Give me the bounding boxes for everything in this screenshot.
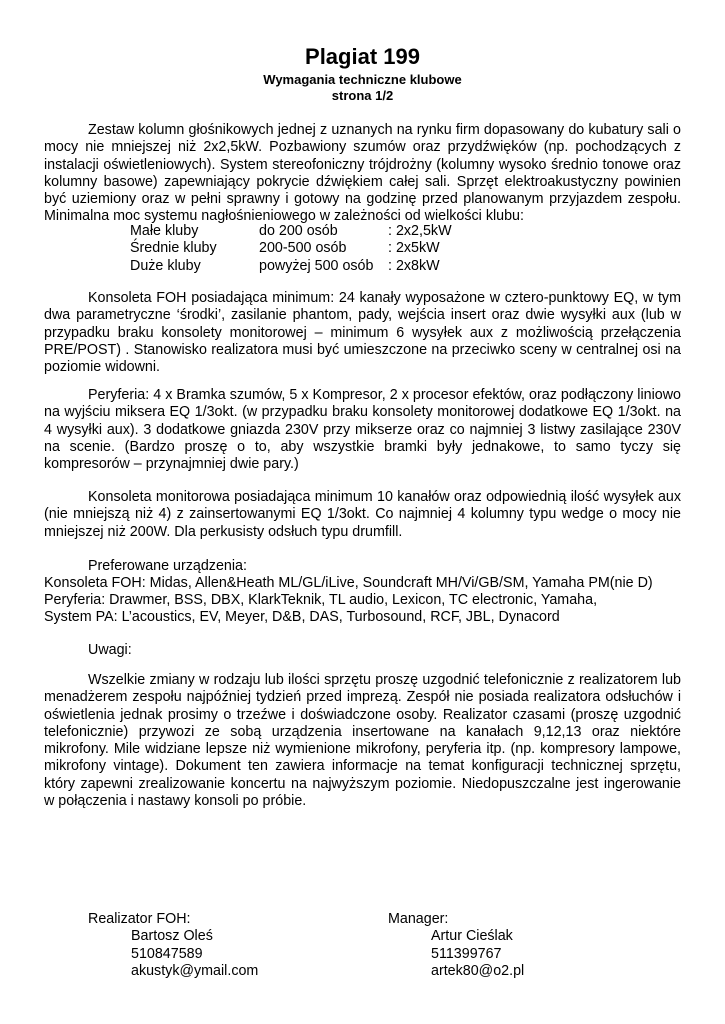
page-indicator: strona 1/2 (331, 88, 394, 103)
remarks-heading: Uwagi: (88, 642, 132, 658)
min-power: : 2x8kW (388, 257, 440, 274)
contact-phone: 510847589 (131, 945, 203, 962)
min-power: : 2x2,5kW (388, 223, 452, 239)
contact-name: Bartosz Oleś (131, 928, 213, 945)
pa-system-paragraph: Zestaw kolumn głośnikowych jednej z uznanych na rynku firm dopasowany do kubatury sali o mocy nie mniejszej niż 2x2,5kW. Pozbawiony szumów oraz przydźwięków (np. pochodzących z instalacji oświetleniowych). System stereofoniczny trójdrożny (kolumny wysoko średnio tonowe oraz kolumny basowe) zapewniający pokrycie dźwiękiem całej sali. Sprzęt elektroakustyczny powinien być uziemiony oraz w pełni sprawny i gotowy na godzinę przed planowanym przyjazdem zespołu. Minimalna moc systemu nagłośnieniowego w zależności od wielkości klubu: (44, 122, 681, 225)
preferred-foh: Konsoleta FOH: Midas, Allen&Heath ML/GL/iLive, Soundcraft MH/Vi/GB/SM, Yamaha PM(nie D) (44, 575, 653, 591)
club-size: Średnie kluby (130, 240, 217, 257)
audience-range: 200-500 osób (259, 240, 347, 257)
manager-contact (388, 911, 524, 980)
foh-console-paragraph: Konsoleta FOH posiadająca minimum: 24 kanały wyposażone w cztero-punktowy EQ, w tym dwa parametryczne ‘środki’, zasilanie phantom, pady, wejścia insert oraz dwie wysyłki aux (lub w przypadku braku konsolety monitorowej – minimum 6 wysyłek aux z możliwością przełączenia PRE/POST) . Stanowisko realizatora musi być umieszczone na przeciwko sceny w centralnej osi na poziomie widowni. (44, 290, 681, 376)
contact-email: akustyk@ymail.com (131, 962, 259, 979)
peripherals-paragraph: Peryferia: 4 x Bramka szumów, 5 x Kompresor, 2 x procesor efektów, oraz podłączony liniowo na wyjściu miksera EQ 1/3okt. (w przypadku braku konsolety monitorowej dodatkowe EQ 1/3okt. na 4 wysyłki aux). 3 dodatkowe gniazda 230V przy mikserze oraz co najmniej 3 listwy zasilające 230V na scenie. (Bardzo proszę o to, aby wszystkie bramki były jednakowe, to samo tyczy się kompresorów – przynajmniej dwie pary.) (44, 387, 681, 473)
audience-range: powyżej 500 osób (259, 257, 374, 274)
preferred-peripherals: Peryferia: Drawmer, BSS, DBX, KlarkTeknik, TL audio, Lexicon, TC electronic, Yamaha, (44, 592, 598, 608)
min-power: : 2x5kW (388, 240, 440, 257)
contact-role: Manager: (388, 911, 449, 927)
contact-email: artek80@o2.pl (431, 962, 525, 979)
preferred-pa: System PA: L’acoustics, EV, Meyer, D&B, DAS, Turbosound, RCF, JBL, Dynacord (44, 609, 560, 625)
club-size: Duże kluby (130, 257, 201, 274)
document-subtitle: Wymagania techniczne klubowe (263, 72, 462, 87)
preferred-heading: Preferowane urządzenia: (88, 558, 247, 574)
remarks-paragraph: Wszelkie zmiany w rodzaju lub ilości sprzętu proszę uzgodnić telefonicznie z realizatorem lub menadżerem zespołu najpóźniej tydzień przed imprezą. Zespół nie posiada realizatora odsłuchów i oświetlenia jednak prosimy o trzeźwe i doświadczone osoby. Realizator czasami (proszę uzgodnić telefonicznie) przywozi ze sobą urządzenia insertowane na kanałach 9,12,13 oraz niektóre mikrofony. Mile widziane lepsze niż wymienione mikrofony, peryferia itp. (np. kompresory lampowe, mikrofony vintage). Dokument ten zawiera informacje na temat konfiguracji technicznej sprzętu, który zapewni zrealizowanie koncertu na najwyższym poziomie. Niedopuszczalne jest ingerowanie w połączenia i nastawy konsoli po próbie. (44, 672, 681, 810)
contact-name: Artur Cieślak (431, 928, 513, 945)
club-size: Małe kluby (130, 223, 199, 239)
monitor-console-paragraph: Konsoleta monitorowa posiadająca minimum 10 kanałów oraz odpowiednią ilość wysyłek aux (nie mniejszą niż 4) z zainsertowanymi EQ 1/3okt. Co najmniej 4 kolumny typu wedge o mocy nie mniejszej niż 200W. Dla perkusisty odsłuch typu drumfill. (44, 489, 681, 540)
audience-range: do 200 osób (259, 223, 338, 239)
contact-phone: 511399767 (431, 945, 502, 962)
contact-role: Realizator FOH: (88, 911, 191, 927)
foh-contact (88, 911, 258, 980)
document-title: Plagiat 199 (305, 44, 420, 69)
